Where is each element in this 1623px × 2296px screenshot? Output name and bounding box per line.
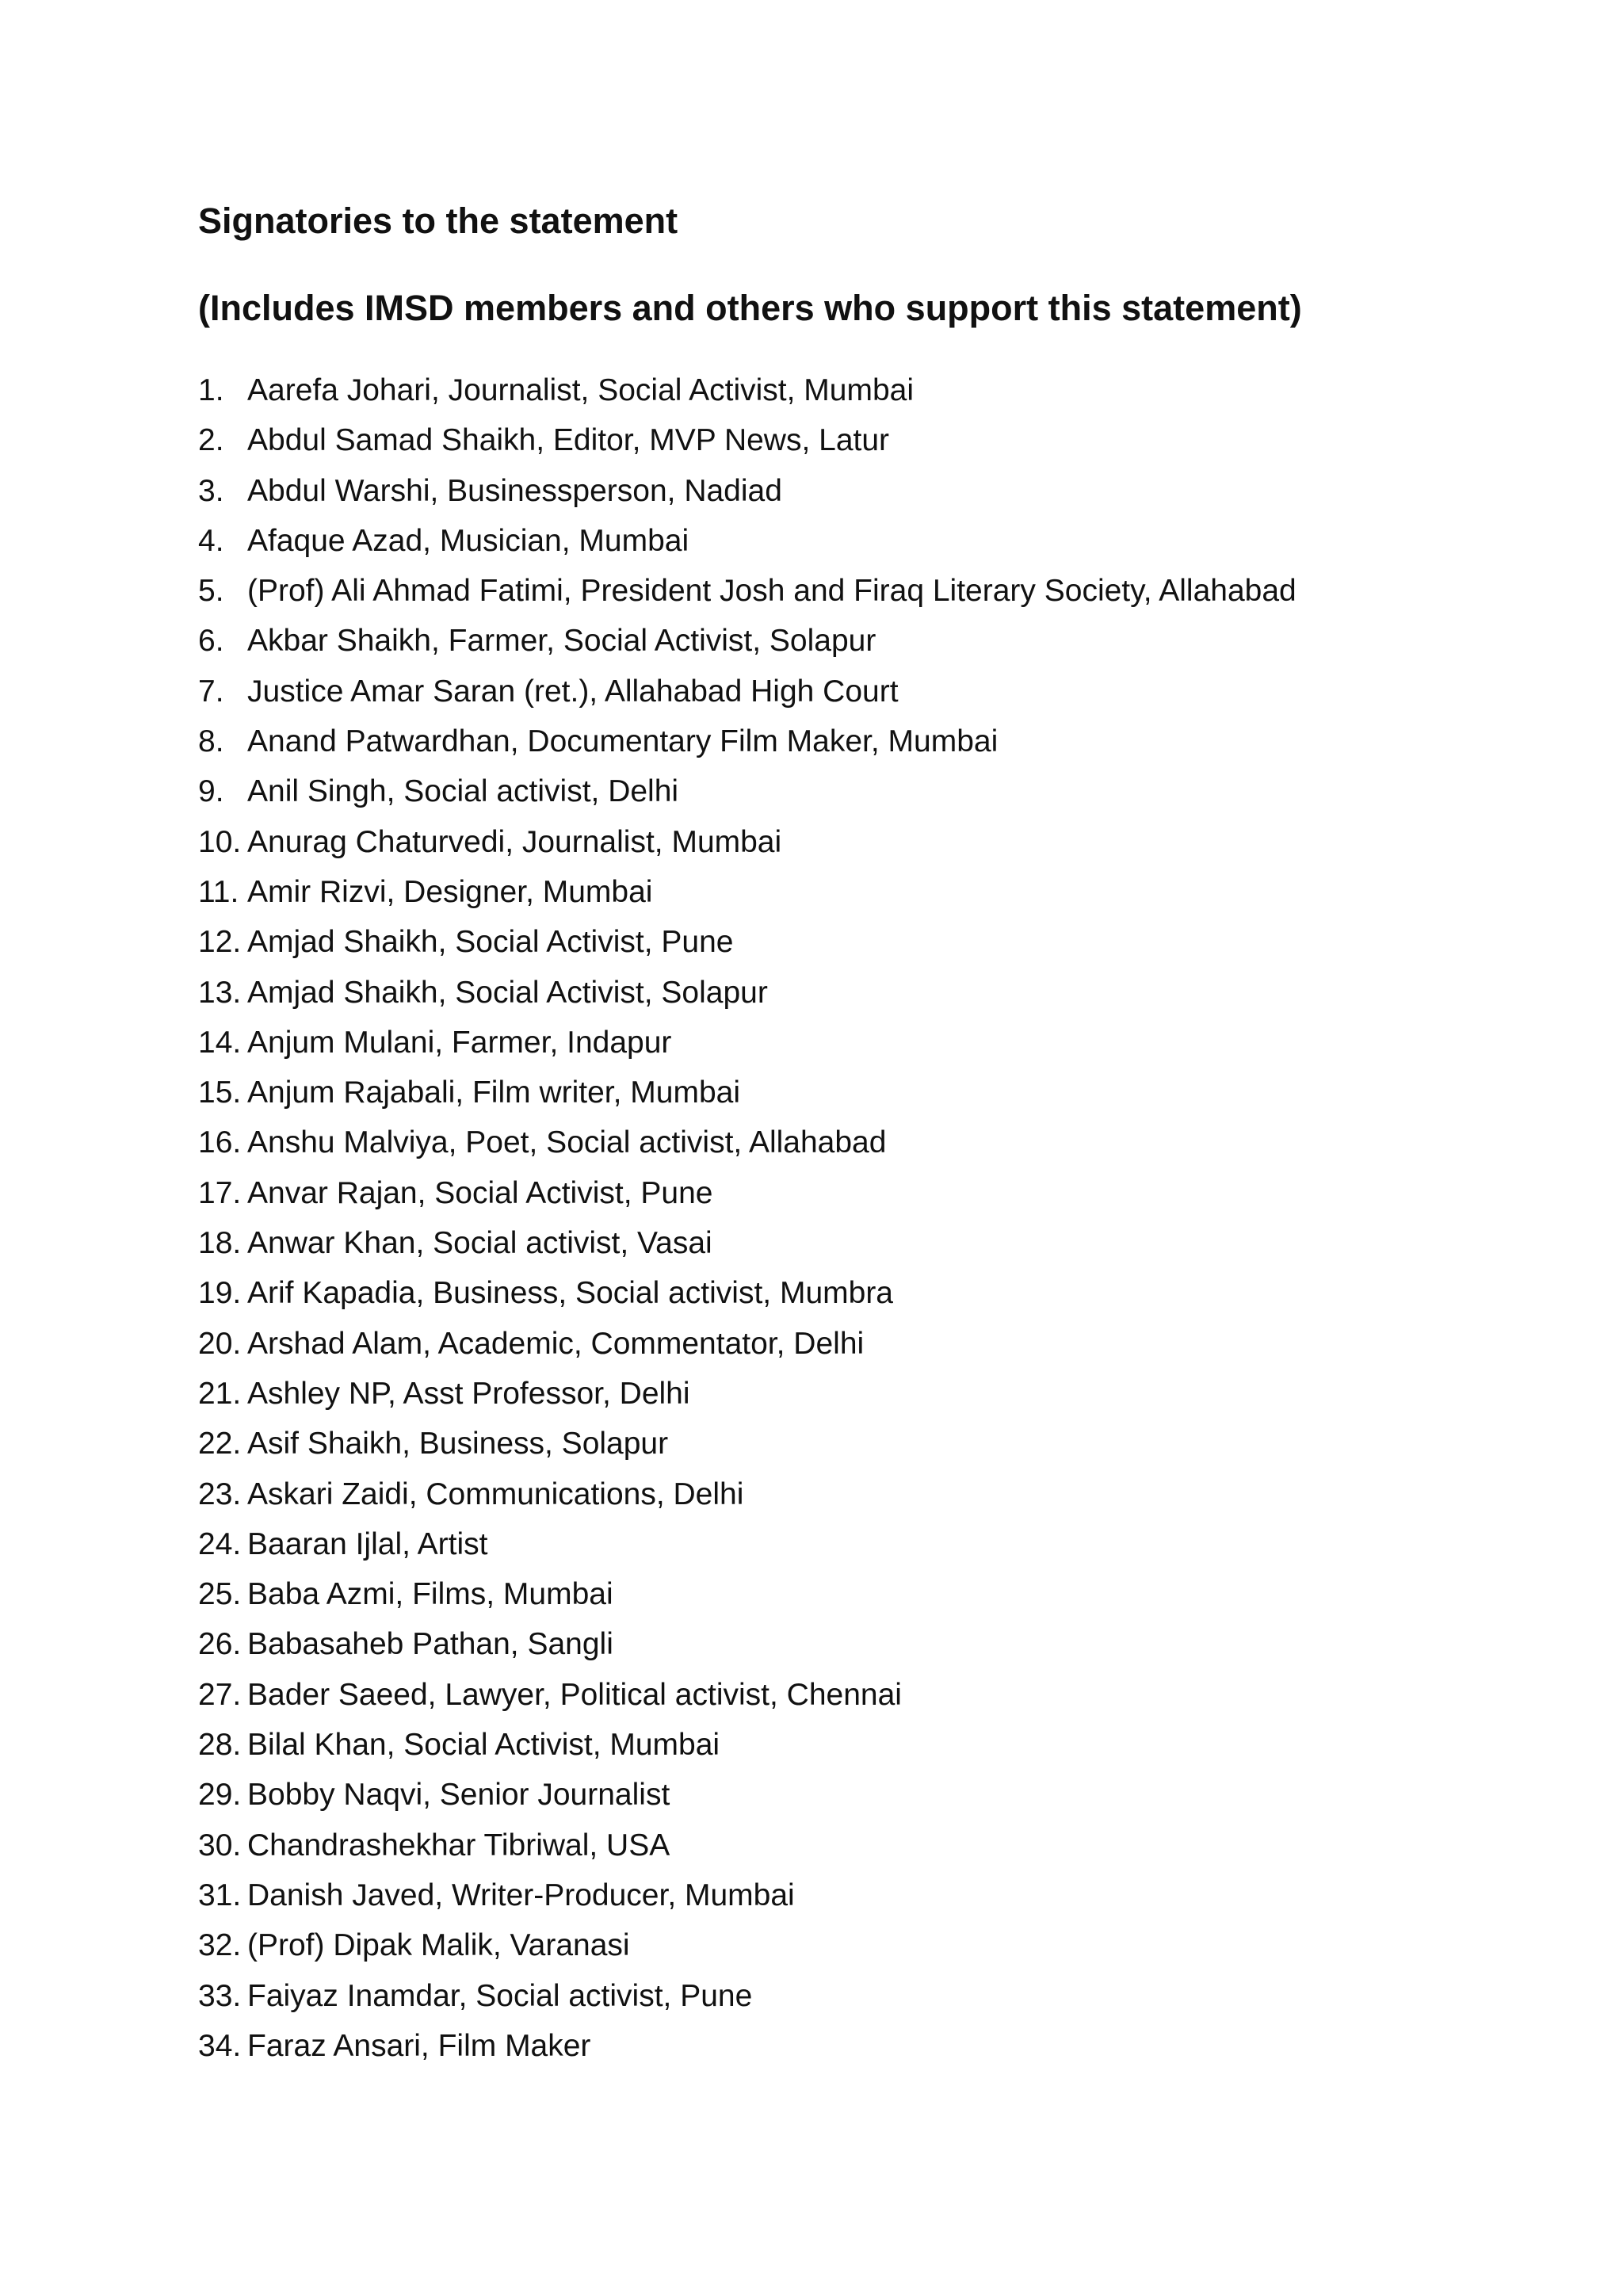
- signatory-number: 28.: [198, 1728, 242, 1763]
- signatory-text: Anvar Rajan, Social Activist, Pune: [247, 1175, 713, 1210]
- signatory-item: [198, 716, 1506, 766]
- signatory-text: Aarefa Johari, Journalist, Social Activist, Mumbai: [247, 373, 915, 407]
- signatory-number: 23.: [198, 1477, 242, 1511]
- signatory-text: Abdul Warshi, Businessperson, Nadiad: [247, 473, 782, 508]
- signatory-text: Babasaheb Pathan, Sangli: [247, 1627, 613, 1662]
- signatory-item: [198, 917, 1506, 967]
- signatory-number: 7.: [198, 674, 224, 709]
- signatory-item: [198, 1569, 1506, 1619]
- signatory-text: Amir Rizvi, Designer, Mumbai: [247, 874, 653, 909]
- page-subtitle: (Includes IMSD members and others who support this statement): [198, 288, 1302, 328]
- signatory-item: [198, 516, 1506, 566]
- signatory-item: [198, 1670, 1506, 1720]
- signatory-text: Anshu Malviya, Poet, Social activist, Allahabad: [247, 1125, 887, 1160]
- signatory-number: 9.: [198, 774, 224, 809]
- signatory-item: [198, 2021, 1506, 2071]
- signatory-text: Anil Singh, Social activist, Delhi: [247, 774, 679, 809]
- signatory-text: Bilal Khan, Social Activist, Mumbai: [247, 1728, 720, 1763]
- signatory-text: Anwar Khan, Social activist, Vasai: [247, 1226, 712, 1261]
- signatory-number: 33.: [198, 1978, 242, 2013]
- signatory-text: Akbar Shaikh, Farmer, Social Activist, Solapur: [247, 624, 876, 659]
- signatory-number: 8.: [198, 724, 224, 759]
- signatory-item: [198, 1419, 1506, 1469]
- signatory-text: Bader Saeed, Lawyer, Political activist, Chennai: [247, 1677, 902, 1712]
- signatory-text: Baba Azmi, Films, Mumbai: [247, 1577, 613, 1612]
- signatory-item: [198, 968, 1506, 1018]
- signatory-text: Afaque Azad, Musician, Mumbai: [247, 523, 689, 558]
- signatory-item: [198, 1971, 1506, 2021]
- signatory-number: 34.: [198, 2028, 242, 2063]
- signatory-text: Ashley NP, Asst Professor, Delhi: [247, 1376, 690, 1411]
- signatory-number: 10.: [198, 824, 242, 859]
- signatory-text: Amjad Shaikh, Social Activist, Solapur: [247, 975, 768, 1010]
- signatory-item: [198, 365, 1506, 415]
- signatory-number: 22.: [198, 1427, 242, 1461]
- signatory-number: 32.: [198, 1928, 242, 1963]
- signatory-item: [198, 566, 1506, 616]
- signatory-number: 15.: [198, 1075, 242, 1110]
- signatory-number: 29.: [198, 1778, 242, 1813]
- signatory-text: (Prof) Dipak Malik, Varanasi: [247, 1928, 630, 1963]
- signatory-number: 3.: [198, 473, 224, 508]
- signatory-item: [198, 1369, 1506, 1419]
- signatory-number: 18.: [198, 1226, 242, 1261]
- signatory-text: Faiyaz Inamdar, Social activist, Pune: [247, 1978, 753, 2013]
- signatory-item: [198, 1770, 1506, 1820]
- signatory-item: [198, 1519, 1506, 1569]
- signatory-number: 30.: [198, 1828, 242, 1862]
- signatory-text: Amjad Shaikh, Social Activist, Pune: [247, 925, 734, 960]
- signatory-item: [198, 1870, 1506, 1920]
- signatory-item: [198, 1619, 1506, 1669]
- signatory-item: [198, 667, 1506, 716]
- signatory-item: [198, 1268, 1506, 1318]
- signatory-text: Bobby Naqvi, Senior Journalist: [247, 1778, 670, 1813]
- signatory-item: [198, 766, 1506, 816]
- signatory-text: Baaran Ijlal, Artist: [247, 1526, 488, 1561]
- signatory-item: [198, 1218, 1506, 1268]
- signatory-number: 6.: [198, 624, 224, 659]
- signatory-item: [198, 867, 1506, 917]
- signatory-text: Abdul Samad Shaikh, Editor, MVP News, Latur: [247, 423, 890, 458]
- signatory-item: [198, 1068, 1506, 1117]
- signatory-item: [198, 1920, 1506, 1970]
- signatory-number: 27.: [198, 1677, 242, 1712]
- signatory-number: 5.: [198, 574, 224, 609]
- signatory-item: [198, 817, 1506, 867]
- document-content: [198, 197, 1506, 2071]
- signatory-number: 24.: [198, 1526, 242, 1561]
- signatory-number: 21.: [198, 1376, 242, 1411]
- signatory-item: [198, 1117, 1506, 1167]
- signatory-text: Anand Patwardhan, Documentary Film Maker, Mumbai: [247, 724, 999, 759]
- signatory-item: [198, 415, 1506, 465]
- signatory-number: 26.: [198, 1627, 242, 1662]
- signatories-list: [198, 365, 1506, 2071]
- signatory-text: Arshad Alam, Academic, Commentator, Delhi: [247, 1326, 865, 1361]
- signatory-item: [198, 1469, 1506, 1519]
- signatory-number: 14.: [198, 1025, 242, 1060]
- signatory-item: [198, 1820, 1506, 1870]
- signatory-number: 11.: [198, 874, 239, 909]
- signatory-text: Danish Javed, Writer-Producer, Mumbai: [247, 1878, 795, 1912]
- signatory-number: 4.: [198, 523, 224, 558]
- signatory-text: Anjum Rajabali, Film writer, Mumbai: [247, 1075, 741, 1110]
- signatory-number: 1.: [198, 373, 224, 407]
- signatory-number: 12.: [198, 925, 242, 960]
- signatory-item: [198, 1168, 1506, 1218]
- signatory-text: Asif Shaikh, Business, Solapur: [247, 1427, 669, 1461]
- signatory-item: [198, 1018, 1506, 1068]
- signatory-item: [198, 1720, 1506, 1770]
- signatory-text: Justice Amar Saran (ret.), Allahabad High Court: [247, 674, 899, 709]
- signatory-item: [198, 466, 1506, 516]
- signatory-text: Arif Kapadia, Business, Social activist, Mumbra: [247, 1276, 894, 1311]
- signatory-item: [198, 616, 1506, 666]
- page-title: Signatories to the statement: [198, 201, 678, 241]
- signatory-number: 17.: [198, 1175, 242, 1210]
- signatory-number: 13.: [198, 975, 242, 1010]
- signatory-text: Faraz Ansari, Film Maker: [247, 2028, 591, 2063]
- signatory-text: Chandrashekhar Tibriwal, USA: [247, 1828, 670, 1862]
- signatory-number: 31.: [198, 1878, 242, 1912]
- signatory-number: 2.: [198, 423, 224, 458]
- signatory-number: 19.: [198, 1276, 242, 1311]
- signatory-text: Anurag Chaturvedi, Journalist, Mumbai: [247, 824, 782, 859]
- signatory-text: (Prof) Ali Ahmad Fatimi, President Josh and Firaq Literary Society, Allahabad: [247, 574, 1296, 609]
- signatory-text: Anjum Mulani, Farmer, Indapur: [247, 1025, 672, 1060]
- signatory-item: [198, 1319, 1506, 1369]
- signatory-text: Askari Zaidi, Communications, Delhi: [247, 1477, 744, 1511]
- signatory-number: 20.: [198, 1326, 242, 1361]
- signatory-number: 16.: [198, 1125, 242, 1160]
- signatory-number: 25.: [198, 1577, 242, 1612]
